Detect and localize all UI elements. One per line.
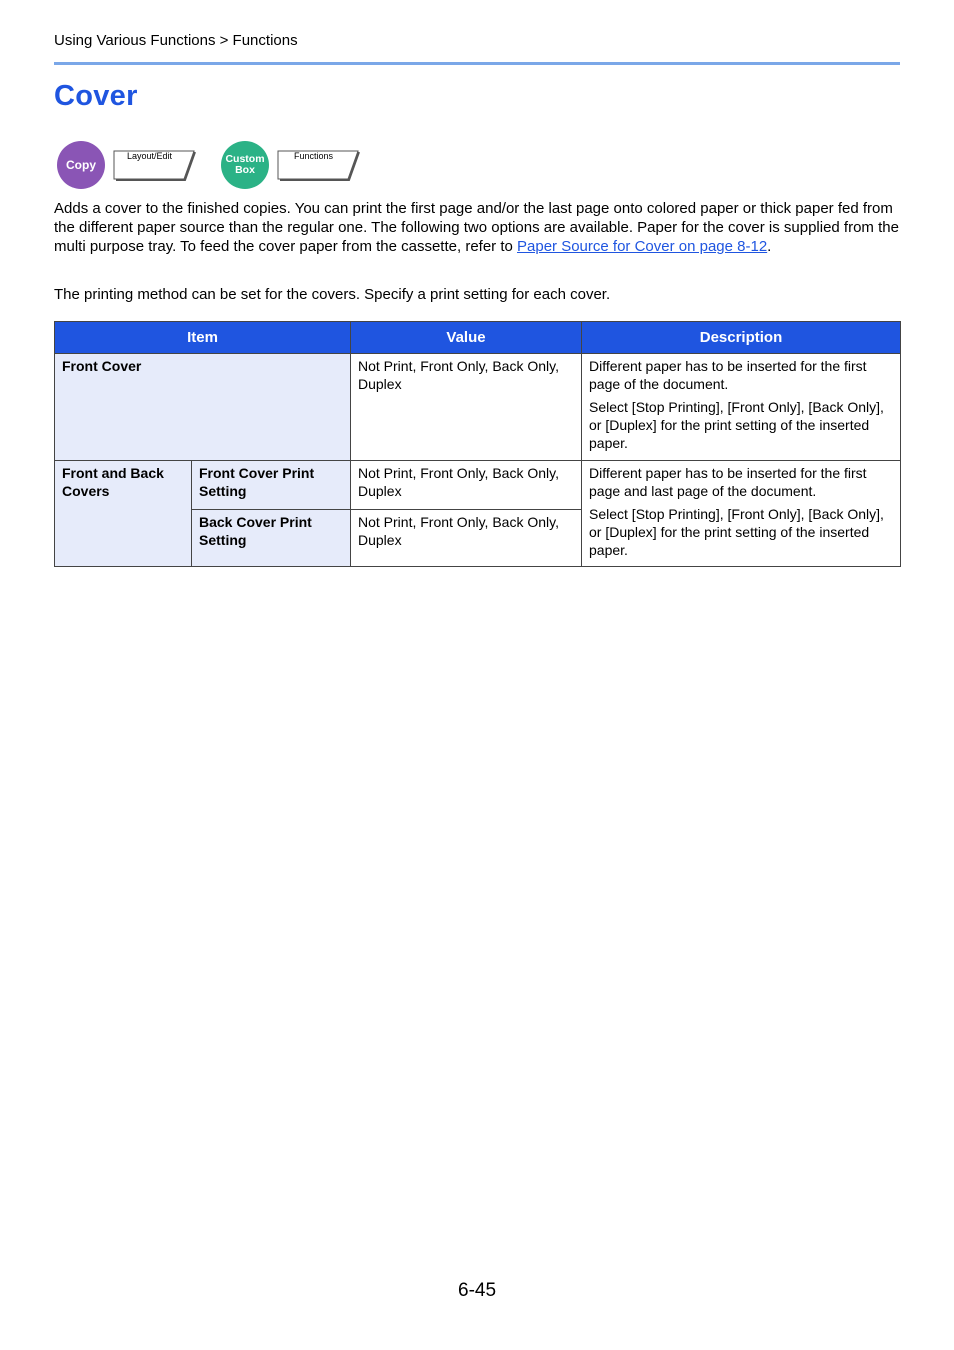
front-cover-item: Front Cover	[55, 354, 351, 461]
layout-edit-tab	[112, 149, 196, 181]
front-back-covers-item: Front and Back Covers	[55, 461, 192, 567]
column-header-description: Description	[582, 322, 901, 354]
paper-source-link[interactable]: Paper Source for Cover on page 8-12	[517, 238, 768, 255]
page-number: 6-45	[458, 1280, 497, 1301]
front-cover-print-setting-value: Not Print, Front Only, Back Only, Duplex	[351, 461, 582, 510]
header-divider	[54, 62, 900, 65]
custom-box-badge-label: Custom Box	[225, 153, 265, 176]
column-header-value: Value	[351, 322, 582, 354]
front-cover-description: Different paper has to be inserted for the first page of the document. Select [Stop Printing], [Front Only], [Back Only], or [Duplex] for the print setting of the inserted paper.	[582, 354, 901, 461]
intro-paragraph-2: The printing method can be set for the covers. Specify a print setting for each cover.	[54, 286, 611, 303]
copy-badge-label: Copy	[66, 157, 96, 172]
front-back-covers-description: Different paper has to be inserted for the first page and last page of the document. Select [Stop Printing], [Front Only], [Back Only], or [Duplex] for the print setting of the inserted paper.	[582, 461, 901, 567]
functions-tab	[276, 149, 360, 181]
intro-paragraph: Adds a cover to the finished copies. You can print the first page and/or the last page onto colored paper or thick paper fed from the different paper source than the regular one. The following two options are available. Paper for the cover is supplied from the multi purpose tray. To feed the cover paper from the cassette, refer to Paper Source for Cover on page 8-12.	[54, 200, 899, 255]
table-row	[55, 461, 901, 510]
breadcrumb: Using Various Functions > Functions	[54, 32, 298, 49]
column-header-item: Item	[55, 322, 351, 354]
front-cover-value: Not Print, Front Only, Back Only, Duplex	[351, 354, 582, 461]
table-row	[55, 354, 901, 461]
back-cover-print-setting: Back Cover Print Setting	[192, 510, 351, 567]
layout-edit-tab-label: Layout/Edit	[127, 151, 173, 161]
functions-tab-label: Functions	[294, 151, 334, 161]
cover-settings-table	[54, 321, 901, 567]
table-header-row	[55, 322, 901, 354]
page-title: Cover	[54, 80, 138, 112]
copy-badge	[57, 141, 105, 189]
front-cover-print-setting: Front Cover Print Setting	[192, 461, 351, 510]
custom-box-badge	[221, 141, 269, 189]
back-cover-print-setting-value: Not Print, Front Only, Back Only, Duplex	[351, 510, 582, 567]
